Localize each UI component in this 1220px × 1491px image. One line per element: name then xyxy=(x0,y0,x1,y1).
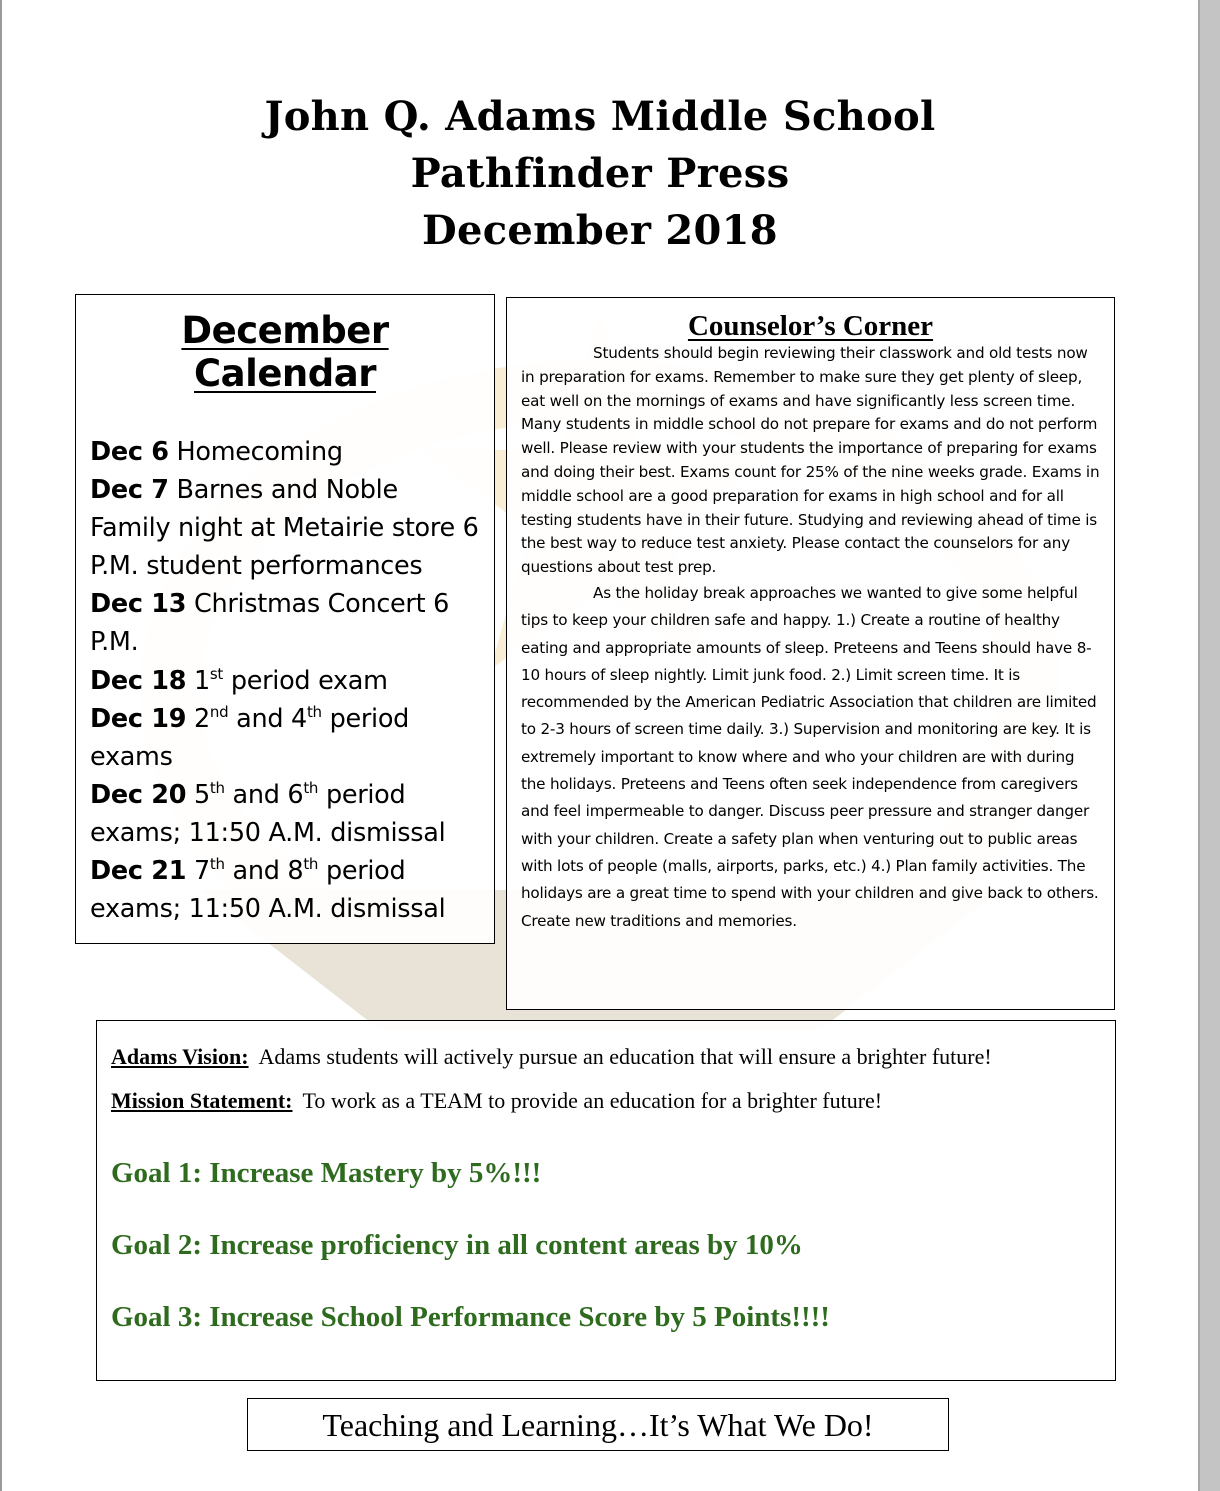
mission-line xyxy=(111,1087,1101,1115)
newsletter-header xyxy=(100,88,1100,259)
calendar-item: Dec 18 1st period exam xyxy=(90,664,388,696)
counselors-corner-title: Counselor’s Corner xyxy=(687,310,934,342)
vision-line xyxy=(111,1043,1101,1071)
vision-text: Adams students will actively pursue an education that will ensure a brighter future! xyxy=(258,1044,992,1069)
counselors-corner-box xyxy=(506,297,1115,1010)
calendar-box xyxy=(75,294,495,944)
mission-text: To work as a TEAM to provide an education for a brighter future! xyxy=(302,1088,883,1113)
counselor-paragraph-holidays: As the holiday break approaches we wanted to give some helpful tips to keep your children safe and happy. 1.) Create a routine of healthy eating and appropriate amounts of sleep. Preteens and Teens should have 8-10 hours of sleep nightly. Limit junk food. 2.) Limit screen time. It is recommended by the American Pediatric Association that children are limited to 2-3 hours of screen time daily. 3.) Supervision and monitoring are key. It is extremely important to know where and who your children are with during the holidays. Preteens and Teens often seek independence from caregivers and feel impermeable to danger. Discuss peer pressure and stranger danger with your children. Create a safety plan when venturing out to public areas with lots of people (malls, airports, parks, etc.) 4.) Plan family activities. The holidays are a great time to spend with your children and give back to others. Create new traditions and memories. xyxy=(521,583,1099,930)
page-edge-right xyxy=(1198,0,1220,1491)
issue-date: December 2018 xyxy=(422,207,778,254)
calendar-item: Dec 7 Barnes and Noble Family night at Metairie store 6 P.M. student performances xyxy=(90,475,479,582)
calendar-item: Dec 13 Christmas Concert 6 P.M. xyxy=(90,589,450,658)
footer-slogan: Teaching and Learning…It’s What We Do! xyxy=(247,1398,949,1451)
calendar-item: Dec 21 7th and 8th period exams; 11:50 A.M. dismissal xyxy=(90,855,446,925)
calendar-list xyxy=(90,433,480,928)
calendar-item: Dec 20 5th and 6th period exams; 11:50 A.M. dismissal xyxy=(90,778,446,848)
goal-1: Goal 1: Increase Mastery by 5%!!! xyxy=(111,1157,542,1189)
page-edge-left xyxy=(0,0,2,1491)
vision-label: Adams Vision: xyxy=(111,1044,249,1069)
goal-3: Goal 3: Increase School Performance Score by 5 Points!!!! xyxy=(111,1301,830,1333)
mission-label: Mission Statement: xyxy=(111,1088,293,1113)
school-name: John Q. Adams Middle School xyxy=(264,93,936,140)
calendar-item: Dec 19 2nd and 4th period exams xyxy=(90,702,410,772)
vision-mission-box xyxy=(96,1020,1116,1381)
newsletter-title: Pathfinder Press xyxy=(410,150,790,197)
calendar-item: Dec 6 Homecoming xyxy=(90,437,343,467)
calendar-title: December Calendar xyxy=(181,309,389,395)
goal-2: Goal 2: Increase proficiency in all content areas by 10% xyxy=(111,1229,803,1261)
counselor-paragraph-exams: Students should begin reviewing their classwork and old tests now in preparation for exams. Remember to make sure they get plenty of sleep, eat well on the mornings of exams and have significantly less screen time. Many students in middle school do not prepare for exams and do not perform well. Please review with your students the importance of preparing for exams and doing their best. Exams count for 25% of the nine weeks grade. Exams in middle school are a good preparation for exams in high school and for all testing students have in their future. Studying and reviewing ahead of time is the best way to reduce test anxiety. Please contact the counselors for any questions about test prep. xyxy=(521,344,1100,577)
